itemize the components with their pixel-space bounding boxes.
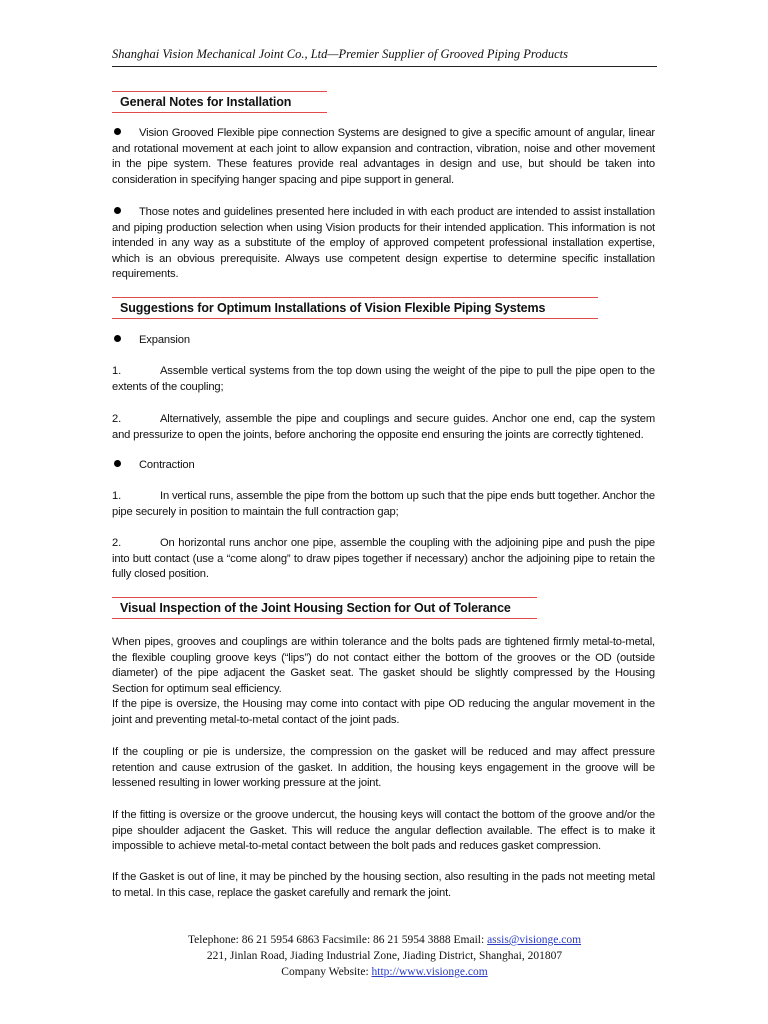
inspection-paragraph-4 bbox=[112, 870, 655, 901]
inspection-paragraph-4-text: If the Gasket is out of line, it may be pinched by the housing section, also resulting in the pads not meeting metal to metal. In this case, replace the gasket carefully and remark the joint. bbox=[112, 871, 655, 899]
expansion-item-2-text: Alternatively, assemble the pipe and couplings and secure guides. Anchor one end, cap the system and pressurize to open the joints, before anchoring the opposite end ensuring the joints are correctly tightened. bbox=[112, 413, 655, 441]
expansion-item-1-text: Assemble vertical systems from the top down using the weight of the pipe to pull the pipe open to the extents of the coupling; bbox=[112, 365, 655, 393]
list-number: 2. bbox=[112, 537, 122, 549]
email-link[interactable]: assis@visionge.com bbox=[487, 934, 582, 946]
contraction-item-1 bbox=[112, 489, 655, 520]
list-number: 1. bbox=[112, 365, 122, 377]
contraction-item-2 bbox=[112, 536, 655, 583]
footer-address: 221, Jinlan Road, Jiading Industrial Zone, Jiading District, Shanghai, 201807 bbox=[206, 950, 563, 962]
general-paragraph-2 bbox=[112, 205, 655, 283]
footer-contact-line bbox=[112, 932, 657, 948]
expansion-bullet bbox=[112, 333, 655, 349]
inspection-paragraph-1 bbox=[112, 635, 655, 729]
website-link[interactable]: http://www.visionge.com bbox=[371, 966, 488, 978]
bullet-icon bbox=[114, 460, 121, 467]
general-paragraph-1 bbox=[112, 126, 655, 188]
expansion-item-2 bbox=[112, 412, 655, 443]
expansion-label: Expansion bbox=[139, 334, 190, 346]
section-title-inspection: Visual Inspection of the Joint Housing Section for Out of Tolerance bbox=[112, 597, 537, 619]
footer-phone-fax: Telephone: 86 21 5954 6863 Facsimile: 86 21 5954 3888 Email: bbox=[187, 934, 488, 946]
inspection-paragraph-2 bbox=[112, 745, 655, 792]
general-paragraph-1-text: Vision Grooved Flexible pipe connection Systems are designed to give a specific amount of angular, linear and rotational movement at each joint to allow expansion and contraction, vibration, noise and other movement in the pipe system. These features provide real advantages in design and use, but should be taken into consideration in specifying hanger spacing and pipe support in general. bbox=[112, 127, 655, 186]
contraction-label: Contraction bbox=[139, 459, 195, 471]
general-paragraph-2-text: Those notes and guidelines presented here included in with each product are intended to assist installation and piping production selection when using Vision products for their intended application. This information is not intended in any way as a substitute of the employ of approved competent professional installation expertise, which is an obvious prerequisite. Always use competent design expertise to determine specific installation requirements. bbox=[112, 206, 655, 281]
expansion-item-1 bbox=[112, 364, 655, 395]
page-header: Shanghai Vision Mechanical Joint Co., Ltd—Premier Supplier of Grooved Piping Products bbox=[112, 47, 657, 67]
section-title-suggestions: Suggestions for Optimum Installations of Vision Flexible Piping Systems bbox=[112, 297, 598, 319]
footer-website-label: Company Website: bbox=[281, 966, 372, 978]
inspection-paragraph-2-text: If the coupling or pie is undersize, the compression on the gasket will be reduced and may affect pressure retention and cause extrusion of the gasket. In addition, the housing keys engagement in the groove will be lessened resulting in lower working pressure at the joint. bbox=[112, 746, 655, 790]
list-number: 2. bbox=[112, 413, 122, 425]
contraction-item-2-text: On horizontal runs anchor one pipe, assemble the coupling with the adjoining pipe and push the pipe into butt contact (use a “come along” to draw pipes together if necessary) anchor the adjoining pipe to retain the fully closed position. bbox=[112, 537, 655, 581]
bullet-icon bbox=[114, 335, 121, 342]
footer-website-line bbox=[112, 964, 657, 980]
contraction-bullet bbox=[112, 458, 655, 474]
list-number: 1. bbox=[112, 490, 122, 502]
bullet-icon bbox=[114, 128, 121, 135]
page-footer bbox=[112, 932, 657, 980]
inspection-paragraph-1b-text: If the pipe is oversize, the Housing may come into contact with pipe OD reducing the angular movement in the joint and preventing metal-to-metal contact of the joint pads. bbox=[112, 698, 655, 726]
inspection-paragraph-1-text: When pipes, grooves and couplings are within tolerance and the bolts pads are tightened firmly metal-to-metal, the flexible coupling groove keys (“lips”) do not contact either the bottom of the grooves or the OD (outside diameter) of the pipe adjacent the Gasket seat. The gasket should be slightly compressed by the Housing Section for optimum seal efficiency. bbox=[112, 636, 655, 695]
contraction-item-1-text: In vertical runs, assemble the pipe from the bottom up such that the pipe ends butt together. Anchor the pipe securely in position to maintain the full contraction gap; bbox=[112, 490, 655, 518]
section-title-general: General Notes for Installation bbox=[112, 91, 327, 113]
inspection-paragraph-3-text: If the fitting is oversize or the groove undercut, the housing keys will contact the bottom of the groove and/or the pipe shoulder adjacent the Gasket. This will reduce the angular deflection available. The effect is to make it impossible to achieve metal-to-metal contact between the bolt pads and reduces gasket compression. bbox=[112, 809, 655, 853]
bullet-icon bbox=[114, 207, 121, 214]
inspection-paragraph-3 bbox=[112, 808, 655, 855]
